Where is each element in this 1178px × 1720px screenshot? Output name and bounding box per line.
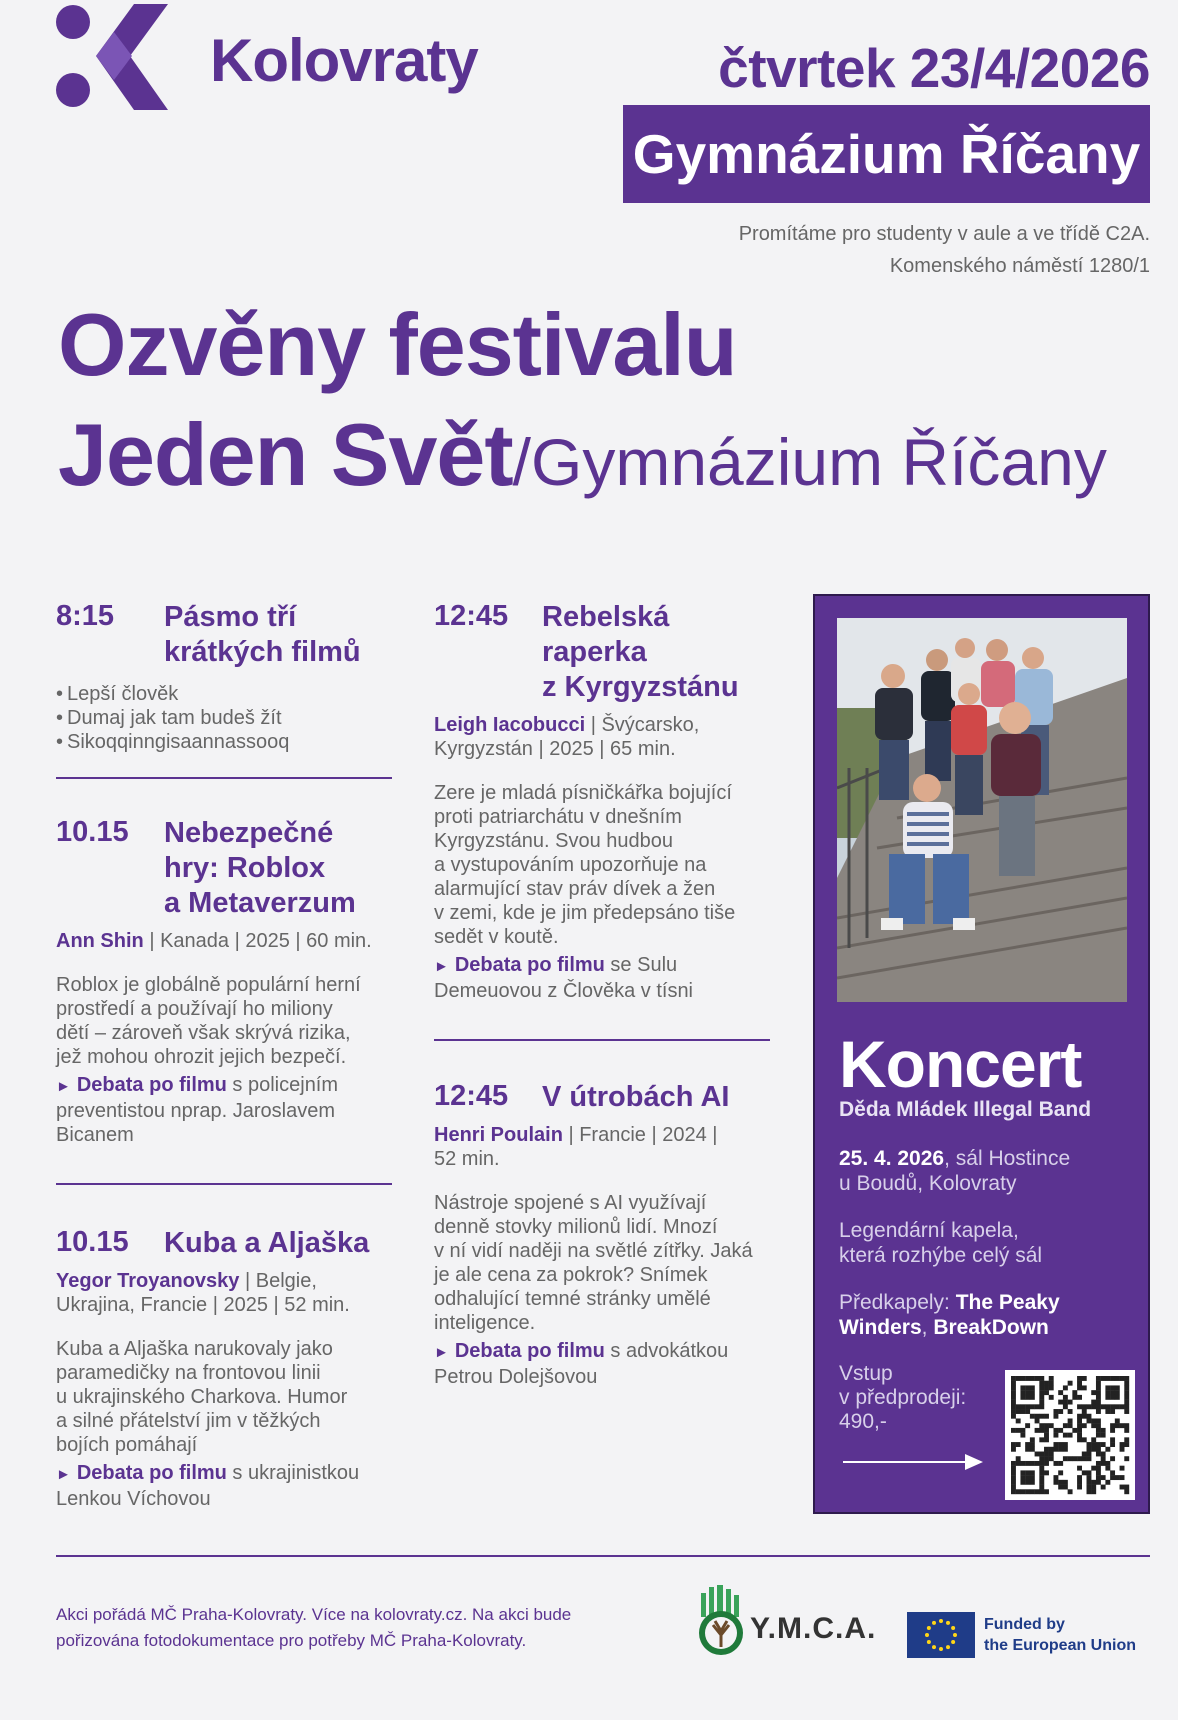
entry-debate: ► Debata po filmu se Sulu Demeuovou z Člověka v tísni: [434, 954, 694, 1002]
logo-text: Kolovraty: [210, 27, 478, 94]
program-entry-3: [56, 1226, 396, 1511]
footer-divider: [56, 1555, 1150, 1557]
kolovraty-logo-icon: [56, 2, 174, 114]
entry-title: V útrobách AI: [542, 1081, 730, 1113]
program-entry-4: [434, 600, 774, 1003]
entry-meta: Yegor Troyanovsky | Belgie, Ukrajina, Francie | 2025 | 52 min.: [56, 1270, 350, 1316]
eu-funding-text: Funded by the European Union: [984, 1616, 1136, 1654]
list-item: • Dumaj jak tam budeš žít: [56, 706, 396, 730]
event-date: čtvrtek 23/4/2026: [718, 37, 1150, 99]
ymca-logo-icon: [695, 1585, 747, 1657]
program-entry-5: [434, 1080, 774, 1389]
qr-code-icon[interactable]: [1005, 1370, 1135, 1500]
eu-flag-icon: [907, 1612, 975, 1658]
title-suffix: /Gymnázium Říčany: [512, 425, 1107, 499]
entry-time: 12:45: [434, 1080, 509, 1112]
entry-meta: Leigh Iacobucci | Švýcarsko, Kyrgyzstán | 2025 | 65 min.: [434, 714, 700, 760]
entry-title: Rebelská raperka z Kyrgyzstánu: [542, 601, 739, 703]
entry-time: 10.15: [56, 1226, 129, 1258]
arrow-icon: ►: [434, 1344, 449, 1361]
entry-time: 10.15: [56, 816, 129, 848]
entry-description: Zere je mladá písničkářka bojující proti patriarchátu v dnešním Kyrgyzstánu. Svou hudbou a vystupováním upozorňuje na alarmující stav práv dívek a žen v zemi, kde je jim předepsáno tiše sedět v koutě.: [434, 782, 736, 948]
entry-description: Kuba a Aljaška narukovaly jako paramedičky na frontovou linii u ukrajinského Charkova. Humor a silné přátelství jim v těžkých bojích pomáhají: [56, 1338, 348, 1456]
entry-title: Pásmo tří krátkých filmů: [164, 601, 361, 668]
arrow-icon: ►: [56, 1466, 71, 1483]
arrow-icon: ►: [56, 1078, 71, 1095]
concert-date: 25. 4. 2026, sál Hostince u Boudů, Kolovraty: [839, 1147, 1071, 1195]
arrow-icon: ►: [434, 958, 449, 975]
entry-description: Nástroje spojené s AI využívají denně stovky milionů lidí. Mnozí v ní vidí naději na světlé zítřky. Jaká je ale cena za pokrok? Snímek odhalující temné stránky umělé inteligence.: [434, 1192, 753, 1334]
program-entry-2: [56, 816, 396, 1147]
ticket-price: Vstup v předprodeji: 490,-: [839, 1362, 967, 1433]
entry-debate: ► Debata po filmu s policejním preventistou nprap. Jaroslavem Bicanem: [56, 1074, 339, 1146]
venue-banner: Gymnázium Říčany: [623, 105, 1150, 203]
entry-description: Roblox je globálně populární herní prostředí a používají ho miliony dětí – zároveň však skrývá rizika, jež mohou ohrozit jejich bezpečí.: [56, 974, 361, 1068]
list-item: • Sikoqqinngisaannassooq: [56, 730, 396, 754]
footer-note: Akci pořádá MČ Praha-Kolovraty. Více na kolovraty.cz. Na akci bude pořizována fotodokumentace pro potřeby MČ Praha-Kolovraty.: [56, 1605, 572, 1650]
entry-debate: ► Debata po filmu s ukrajinistkou Lenkou Víchovou: [56, 1462, 360, 1510]
venue-note: Promítáme pro studenty v aule a ve třídě C2A. Komenského náměstí 1280/1: [738, 223, 1150, 277]
entry-title: Nebezpečné hry: Roblox a Metaverzum: [164, 817, 356, 919]
entry-time: 12:45: [434, 600, 509, 632]
divider: [56, 777, 392, 779]
concert-panel: [813, 594, 1150, 1514]
ymca-text: Y.M.C.A.: [750, 1612, 877, 1645]
concert-title: Koncert: [839, 1027, 1082, 1101]
divider: [434, 1039, 770, 1041]
concert-description: Legendární kapela, která rozhýbe celý sál: [839, 1219, 1043, 1267]
band-photo: [837, 618, 1127, 1002]
support-bands: Předkapely: The Peaky Winders, BreakDown: [839, 1291, 1060, 1339]
main-title-line1: Ozvěny festivalu: [58, 295, 737, 394]
film-list: [56, 682, 396, 754]
entry-debate: ► Debata po filmu s advokátkou Petrou Dolejšovou: [434, 1340, 729, 1388]
main-title-line2: Jeden Svět/Gymnázium Říčany: [58, 405, 1107, 504]
band-name: Děda Mládek Illegal Band: [839, 1098, 1092, 1121]
entry-meta: Ann Shin | Kanada | 2025 | 60 min.: [56, 930, 372, 952]
divider: [56, 1183, 392, 1185]
entry-meta: Henri Poulain | Francie | 2024 | 52 min.: [434, 1124, 718, 1170]
entry-time: 8:15: [56, 600, 115, 632]
arrow-right-icon: [843, 1452, 983, 1472]
entry-title: Kuba a Aljaška: [164, 1227, 370, 1259]
list-item: • Lepší člověk: [56, 682, 396, 706]
program-entry-1: [56, 600, 396, 754]
